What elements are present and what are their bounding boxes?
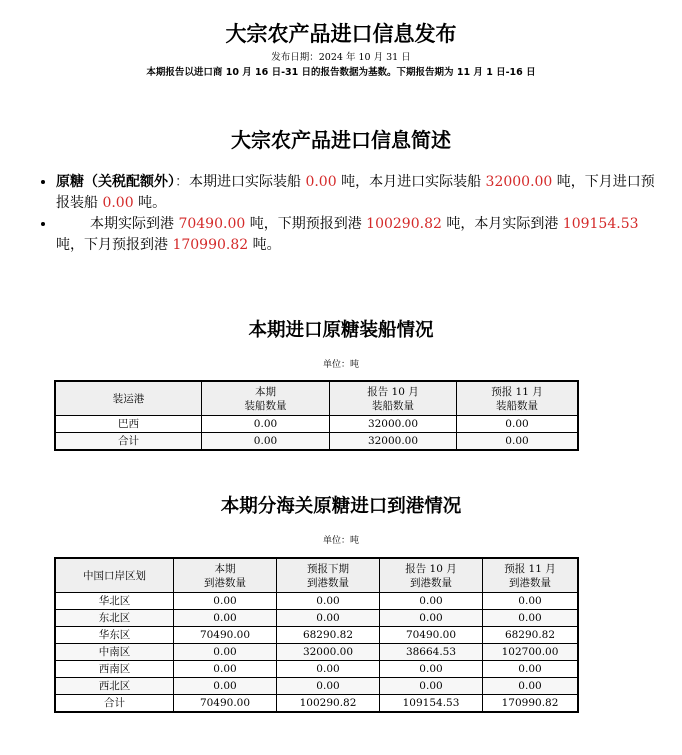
table-cell: 0.00 (277, 678, 380, 695)
table-cell: 0.00 (483, 678, 579, 695)
table-cell: 0.00 (483, 610, 579, 627)
table-cell: 32000.00 (330, 416, 457, 433)
table-cell: 70490.00 (174, 695, 277, 713)
label-separator: ： (175, 174, 189, 190)
report-period-notice: 本期报告以进口商 10 月 16 日-31 日的报告数据为基数。下期报告期为 11 月 1 日-16 日 (146, 67, 536, 78)
summary-text: 吨，下期预报到港 (245, 216, 367, 232)
summary-item-raw-sugar (56, 172, 656, 214)
table-cell: 0.00 (483, 661, 579, 678)
table-cell: 109154.53 (380, 695, 483, 713)
table-cell: 0.00 (174, 610, 277, 627)
table-row (55, 627, 578, 644)
column-header: 中国口岸区划 (55, 558, 174, 593)
publish-date: 发布日期：2024 年 10 月 31 日 (271, 52, 411, 63)
column-header: 本期 装船数量 (202, 381, 330, 416)
summary-value: 32000.00 (485, 174, 553, 190)
table-cell: 0.00 (457, 433, 579, 451)
shipment-section-title: 本期进口原糖装船情况 (248, 320, 434, 341)
table-cell: 西南区 (55, 661, 174, 678)
summary-text: 吨，本月进口实际装船 (336, 174, 486, 190)
table-cell: 170990.82 (483, 695, 579, 713)
table-row (55, 678, 578, 695)
table-cell: 0.00 (380, 678, 483, 695)
table-cell: 32000.00 (330, 433, 457, 451)
summary-text: 本期实际到港 (90, 216, 179, 232)
summary-value: 100290.82 (366, 216, 442, 232)
table-cell: 合计 (55, 433, 202, 451)
table-cell: 中南区 (55, 644, 174, 661)
table-cell: 70490.00 (380, 627, 483, 644)
table-cell: 70490.00 (174, 627, 277, 644)
table-cell: 102700.00 (483, 644, 579, 661)
summary-text: 吨，本月实际到港 (441, 216, 563, 232)
table-cell: 0.00 (380, 593, 483, 610)
column-header: 报告 10 月 装船数量 (330, 381, 457, 416)
table-cell: 0.00 (202, 416, 330, 433)
table-cell: 0.00 (380, 661, 483, 678)
column-header: 预报下期 到港数量 (277, 558, 380, 593)
table-cell: 100290.82 (277, 695, 380, 713)
table-cell: 0.00 (380, 610, 483, 627)
table-row (55, 644, 578, 661)
arrival-unit-label: 单位：吨 (322, 536, 359, 546)
summary-text: 吨，下月预报到港 (56, 237, 173, 253)
table-cell: 华东区 (55, 627, 174, 644)
summary-value: 70490.00 (178, 216, 246, 232)
summary-list (34, 172, 656, 256)
summary-text: 吨。 (248, 237, 281, 253)
shipment-unit-label: 单位：吨 (322, 360, 359, 370)
table-row (55, 416, 578, 433)
column-header: 装运港 (55, 381, 202, 416)
table-cell: 0.00 (174, 661, 277, 678)
table-cell: 0.00 (277, 593, 380, 610)
commodity-label: 原糖（关税配额外） (56, 174, 175, 190)
table-row (55, 433, 578, 451)
summary-text: 吨，下月进口预报装船 (56, 174, 655, 211)
summary-value: 170990.82 (172, 237, 249, 253)
column-header: 预报 11 月 到港数量 (483, 558, 579, 593)
column-header: 预报 11 月 装船数量 (457, 381, 579, 416)
summary-item-arrival (56, 214, 656, 256)
table-cell: 巴西 (55, 416, 202, 433)
table-cell: 西北区 (55, 678, 174, 695)
summary-value: 109154.53 (562, 216, 639, 232)
table-cell: 0.00 (174, 593, 277, 610)
shipment-table (54, 380, 579, 451)
table-cell: 合计 (55, 695, 174, 713)
summary-value: 0.00 (102, 195, 134, 211)
table-cell: 38664.53 (380, 644, 483, 661)
table-cell: 68290.82 (277, 627, 380, 644)
table-cell: 32000.00 (277, 644, 380, 661)
table-cell: 0.00 (174, 678, 277, 695)
table-cell: 0.00 (202, 433, 330, 451)
summary-title: 大宗农产品进口信息简述 (231, 128, 451, 152)
page-title: 大宗农产品进口信息发布 (225, 22, 457, 46)
table-cell: 0.00 (277, 610, 380, 627)
table-row (55, 661, 578, 678)
table-cell: 0.00 (457, 416, 579, 433)
column-header: 报告 10 月 到港数量 (380, 558, 483, 593)
table-cell: 0.00 (277, 661, 380, 678)
table-cell: 华北区 (55, 593, 174, 610)
table-row (55, 695, 578, 713)
table-row (55, 610, 578, 627)
table-cell: 68290.82 (483, 627, 579, 644)
table-row (55, 593, 578, 610)
arrival-section-title: 本期分海关原糖进口到港情况 (220, 496, 462, 517)
column-header: 本期 到港数量 (174, 558, 277, 593)
summary-text: 吨。 (133, 195, 167, 211)
table-cell: 0.00 (483, 593, 579, 610)
table-cell: 0.00 (174, 644, 277, 661)
summary-text: 本期进口实际装船 (189, 174, 306, 190)
table-cell: 东北区 (55, 610, 174, 627)
summary-value: 0.00 (305, 174, 337, 190)
arrival-table (54, 557, 579, 713)
